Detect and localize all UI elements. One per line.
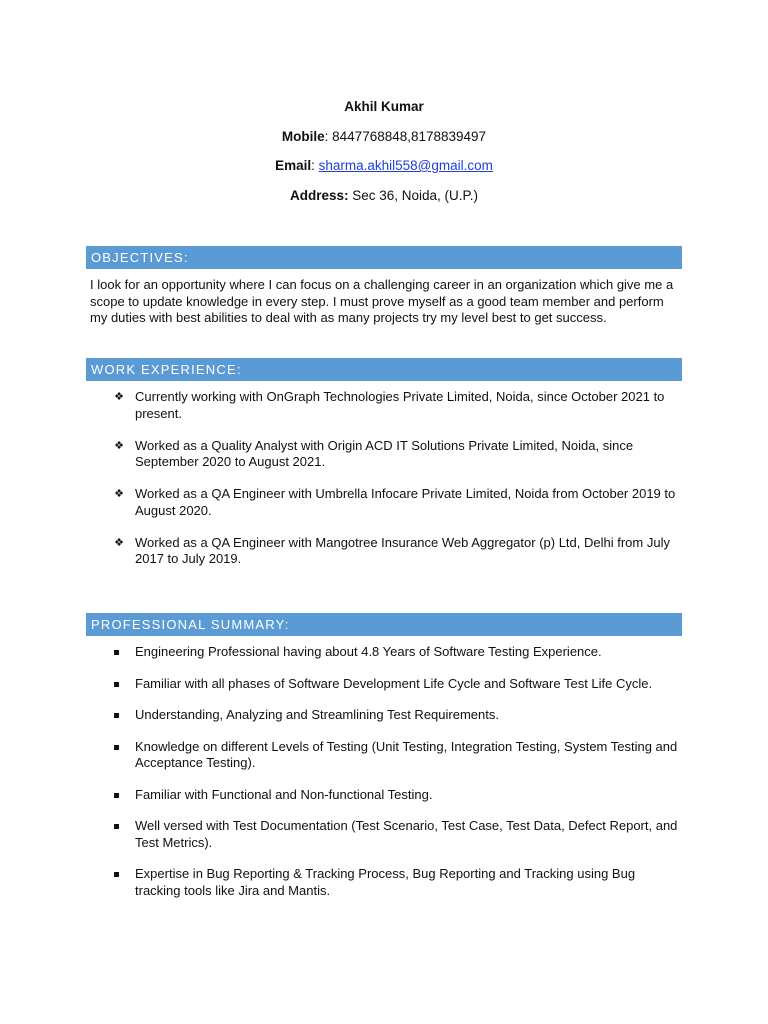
work-experience-list [112,389,682,583]
list-item [112,535,682,568]
list-item [112,707,682,724]
diamond-dots-icon: ❖ [114,536,124,549]
summary-item-text: Understanding, Analyzing and Streamlining Test Requirements. [135,707,499,722]
list-item [112,486,682,519]
summary-item-text: Engineering Professional having about 4.8 Years of Software Testing Experience. [135,644,602,659]
email-line [0,156,768,186]
square-bullet-icon [114,824,119,829]
list-item [112,787,682,804]
mobile-line [0,127,768,157]
square-bullet-icon [114,650,119,655]
square-bullet-icon [114,713,119,718]
list-item [112,866,682,899]
contact-header [0,97,768,215]
summary-item-text: Expertise in Bug Reporting & Tracking Process, Bug Reporting and Tracking using Bug tracking tools like Jira and Mantis. [135,866,636,898]
diamond-dots-icon: ❖ [114,439,124,452]
list-item [112,818,682,851]
diamond-dots-icon: ❖ [114,391,124,403]
email-link[interactable]: sharma.akhil558@gmail.com [318,158,493,173]
work-experience-heading: WORK EXPERIENCE: [86,358,682,381]
work-item-text: Worked as a QA Engineer with Mangotree Insurance Web Aggregator (p) Ltd, Delhi from July 2017 to July 2019. [135,534,670,566]
objectives-heading: OBJECTIVES: [86,246,682,269]
list-item [112,676,682,693]
summary-item-text: Well versed with Test Documentation (Test Scenario, Test Case, Test Data, Defect Report, and Test Metrics). [135,818,678,850]
square-bullet-icon [114,872,119,877]
summary-item-text: Familiar with Functional and Non-functional Testing. [135,786,433,802]
square-bullet-icon [114,793,119,798]
professional-summary-list [112,644,682,914]
work-item-text: Currently working with OnGraph Technologies Private Limited, Noida, since October 2021 to present. [135,389,665,421]
summary-item-text: Knowledge on different Levels of Testing (Unit Testing, Integration Testing, System Testing and Acceptance Testing). [135,738,678,770]
mobile-label: Mobile [281,128,325,144]
email-label: Email [275,158,312,173]
square-bullet-icon [114,682,119,687]
square-bullet-icon [114,745,119,750]
work-item-text: Worked as a Quality Analyst with Origin ACD IT Solutions Private Limited, Noida, since September 2020 to August 2021. [135,437,634,469]
professional-summary-heading: PROFESSIONAL SUMMARY: [86,613,682,636]
summary-item-text: Familiar with all phases of Software Development Life Cycle and Software Test Life Cycle. [135,675,653,691]
candidate-name: Akhil Kumar [344,99,424,114]
email-separator: : [311,158,319,173]
address-label: Address: [289,187,349,203]
work-item-text: Worked as a QA Engineer with Umbrella Infocare Private Limited, Noida from October 2019 to August 2020. [135,486,676,518]
address-line [0,186,768,216]
list-item [112,739,682,772]
list-item [112,389,682,422]
list-item [112,438,682,471]
address-value: Sec 36, Noida, (U.P.) [348,187,479,203]
mobile-value: : 8447768848,8178839497 [324,128,487,144]
list-item [112,644,682,661]
objectives-text: I look for an opportunity where I can focus on a challenging career in an organization which give me a scope to update knowledge in every step. I must prove myself as a good team member and perform my duties with best abilities to deal with as many projects try my level best to get success. [90,277,674,325]
diamond-dots-icon: ❖ [114,488,124,500]
